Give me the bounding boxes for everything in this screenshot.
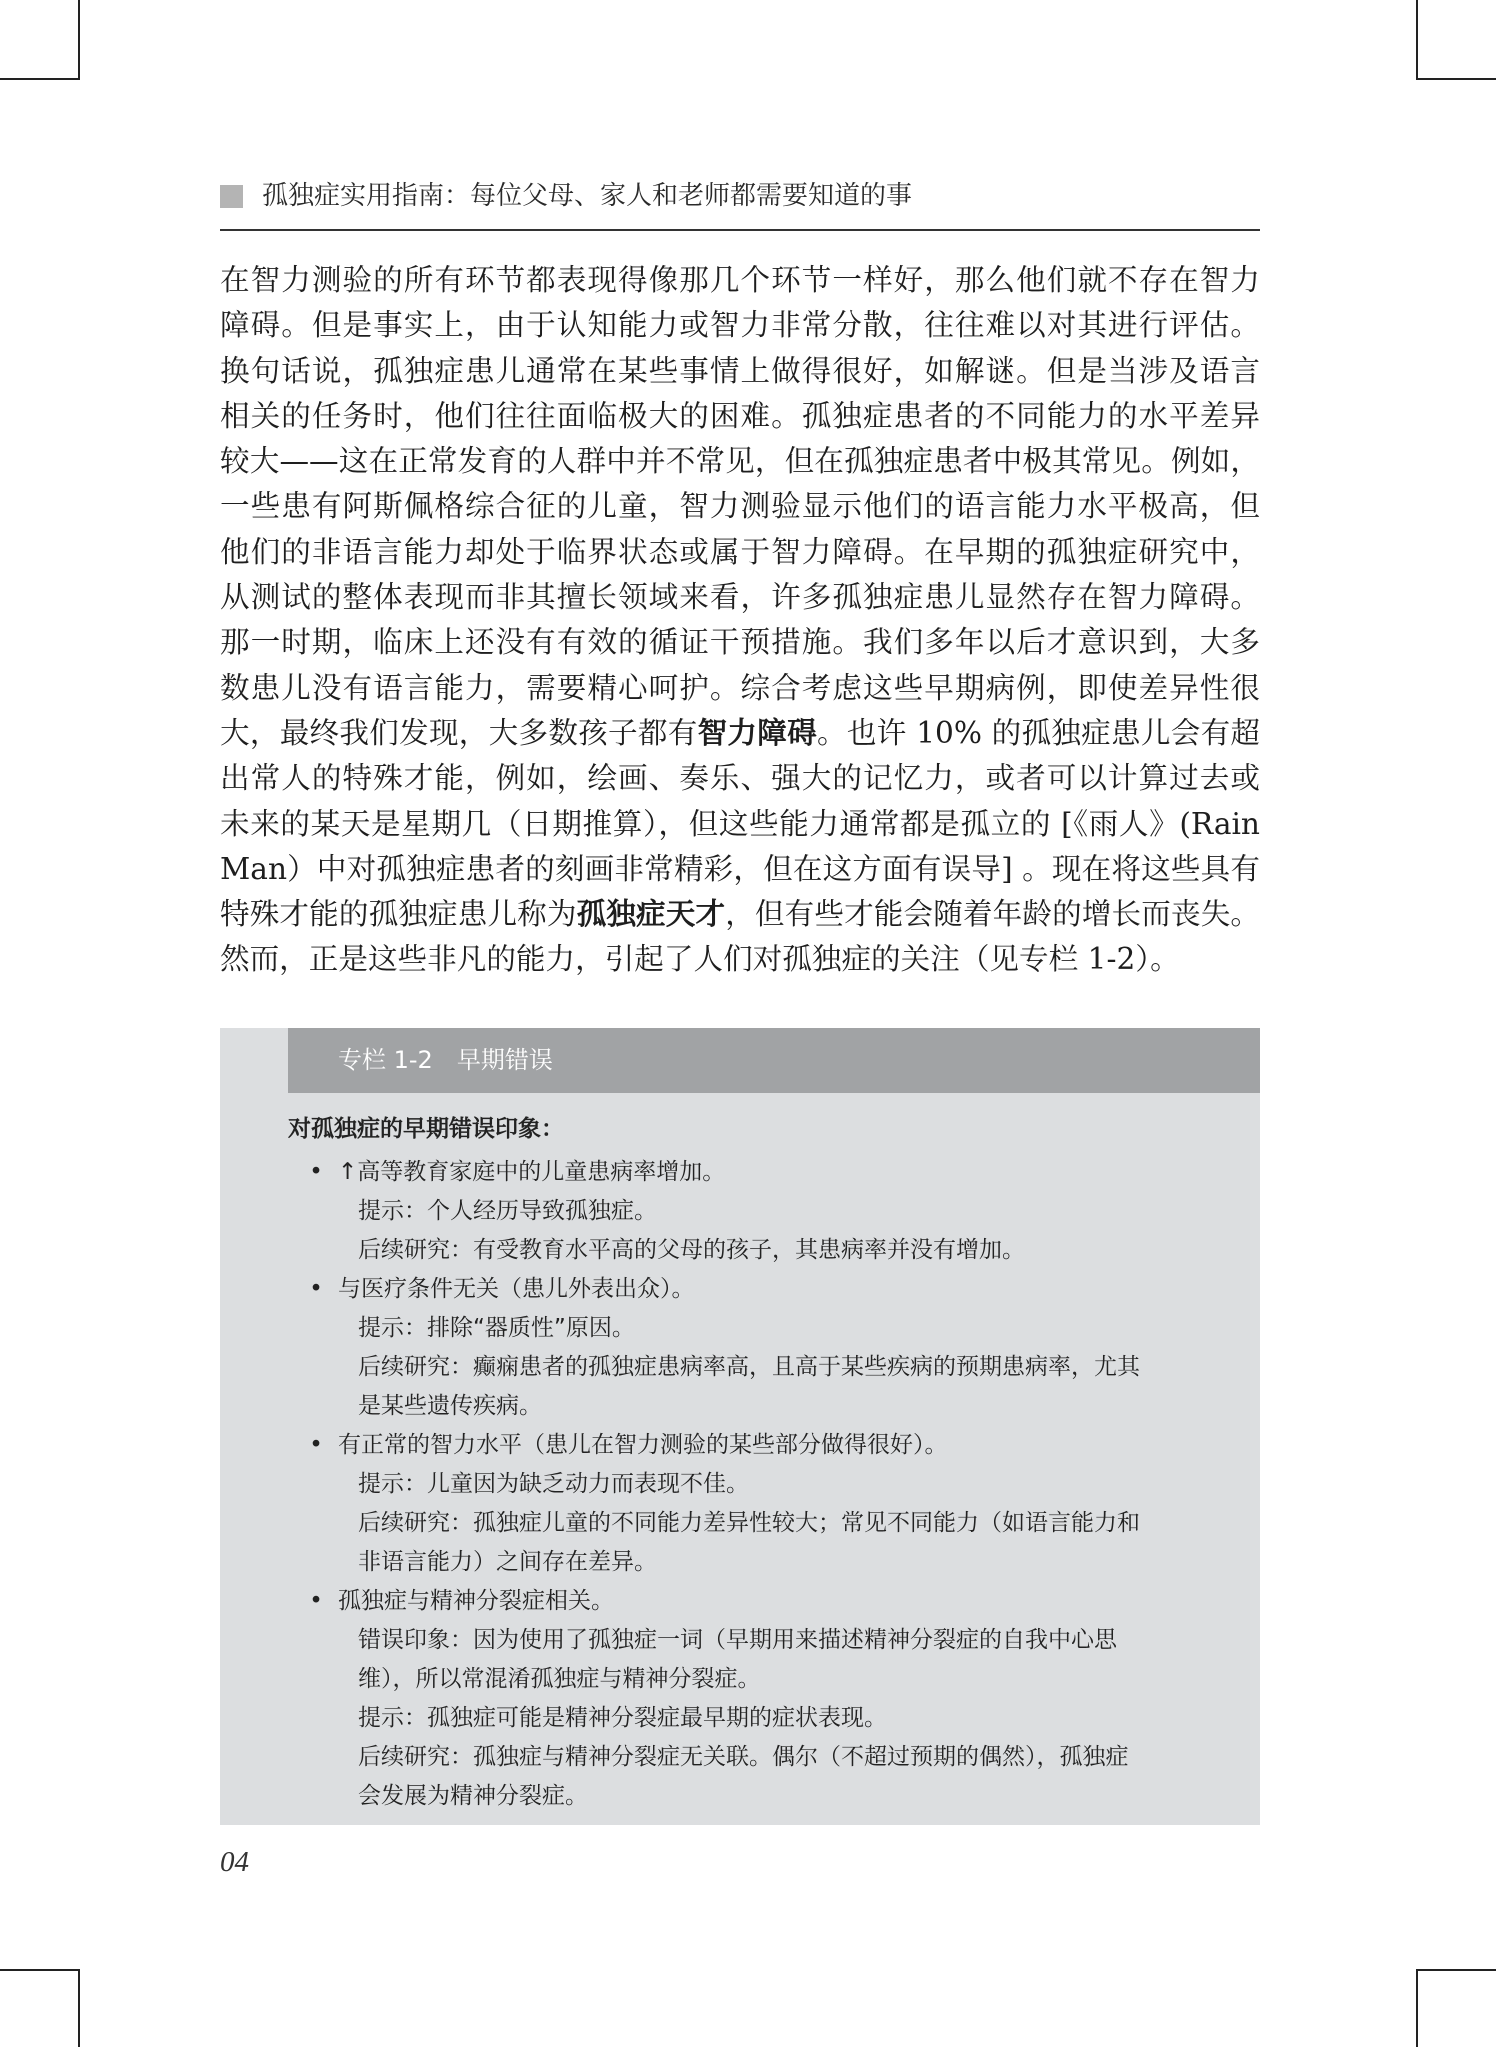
body-line xyxy=(220,892,1260,937)
header-marker-square xyxy=(220,185,243,208)
list-item xyxy=(306,1153,1206,1192)
list-item-detail: 会发展为精神分裂症。 xyxy=(358,1783,588,1809)
bullet-icon: • xyxy=(309,1159,323,1185)
page-number: 04 xyxy=(220,1846,249,1878)
body-paragraph xyxy=(220,258,1260,983)
crop-mark xyxy=(1416,78,1496,80)
body-line: 一些患有阿斯佩格综合征的儿童，智力测验显示他们的语言能力水平极高，但 xyxy=(220,489,1260,524)
body-text-run: ，但有些才能会随着年龄的增长而丧失。 xyxy=(725,897,1261,932)
list-item-text: 孤独症与精神分裂症相关。 xyxy=(338,1588,614,1614)
crop-mark xyxy=(0,78,80,80)
body-line: Man）中对孤独症患者的刻画非常精彩，但在这方面有误导] 。现在将这些具有 xyxy=(220,851,1260,886)
list-item-text: 与医疗条件无关（患儿外表出众）。 xyxy=(338,1276,695,1302)
body-line xyxy=(220,711,1260,756)
body-text-run: 大，最终我们发现，大多数孩子都有 xyxy=(220,715,698,750)
list-item-text: ↑高等教育家庭中的儿童患病率增加。 xyxy=(338,1159,726,1185)
body-text-run: 特殊才能的孤独症患儿称为 xyxy=(220,897,577,932)
book-title: 孤独症实用指南：每位父母、家人和老师都需要知道的事 xyxy=(262,181,913,211)
body-line: 那一时期，临床上还没有有效的循证干预措施。我们多年以后才意识到，大多 xyxy=(220,625,1260,660)
body-line: 他们的非语言能力却处于临界状态或属于智力障碍。在早期的孤独症研究中， xyxy=(220,534,1260,569)
list-item-detail: 是某些遗传疾病。 xyxy=(358,1393,542,1419)
header-rule xyxy=(220,229,1260,231)
list-item-detail: 非语言能力）之间存在差异。 xyxy=(358,1549,657,1575)
bullet-icon: • xyxy=(309,1276,323,1302)
body-line: 换句话说，孤独症患儿通常在某些事情上做得很好，如解谜。但是当涉及语言 xyxy=(220,353,1260,388)
list-item-text: 有正常的智力水平（患儿在智力测验的某些部分做得很好）。 xyxy=(338,1432,948,1458)
body-line: 从测试的整体表现而非其擅长领域来看，许多孤独症患儿显然存在智力障碍。 xyxy=(220,580,1260,615)
box-list xyxy=(306,1153,1206,1816)
bold-term-autistic-savant: 孤独症天才 xyxy=(576,897,726,932)
list-item-detail: 错误印象：因为使用了孤独症一词（早期用来描述精神分裂症的自我中心思 xyxy=(358,1627,1117,1653)
sidebar-box xyxy=(220,1028,1260,1825)
running-header xyxy=(220,176,1260,216)
list-item-detail: 提示：孤独症可能是精神分裂症最早期的症状表现。 xyxy=(358,1705,887,1731)
bullet-icon: • xyxy=(309,1588,323,1614)
list-item-detail: 提示：儿童因为缺乏动力而表现不佳。 xyxy=(358,1471,749,1497)
list-item-detail: 后续研究：癫痫患者的孤独症患病率高，且高于某些疾病的预期患病率，尤其 xyxy=(358,1354,1140,1380)
list-item-detail: 维），所以常混淆孤独症与精神分裂症。 xyxy=(358,1666,761,1692)
list-item-detail: 后续研究：有受教育水平高的父母的孩子，其患病率并没有增加。 xyxy=(358,1237,1025,1263)
list-item-detail: 后续研究：孤独症儿童的不同能力差异性较大；常见不同能力（如语言能力和 xyxy=(358,1510,1140,1536)
crop-mark xyxy=(1416,0,1418,78)
bullet-icon: • xyxy=(309,1432,323,1458)
bold-term-intellectual-disability: 智力障碍 xyxy=(697,715,817,750)
list-item-detail: 提示：个人经历导致孤独症。 xyxy=(358,1198,657,1224)
list-item xyxy=(306,1582,1206,1621)
body-text-run: 。也许 10% 的孤独症患儿会有超 xyxy=(816,715,1261,750)
list-item xyxy=(306,1270,1206,1309)
body-line: 在智力测验的所有环节都表现得像那几个环节一样好，那么他们就不存在智力 xyxy=(220,263,1260,297)
crop-mark xyxy=(0,1969,80,1971)
body-line: 较大——这在正常发育的人群中并不常见，但在孤独症患者中极其常见。例如， xyxy=(220,444,1260,479)
list-item-detail: 提示：排除“器质性”原因。 xyxy=(358,1315,635,1341)
body-line: 障碍。但是事实上，由于认知能力或智力非常分散，往往难以对其进行评估。 xyxy=(220,308,1260,343)
body-line: 然而，正是这些非凡的能力，引起了人们对孤独症的关注（见专栏 1-2）。 xyxy=(220,942,1180,977)
crop-mark xyxy=(1416,1969,1418,2047)
body-line: 相关的任务时，他们往往面临极大的困难。孤独症患者的不同能力的水平差异 xyxy=(220,398,1260,433)
crop-mark xyxy=(78,1969,80,2047)
body-line: 数患儿没有语言能力，需要精心呵护。综合考虑这些早期病例，即使差异性很 xyxy=(220,670,1260,705)
crop-mark xyxy=(78,0,80,78)
body-line: 未来的某天是星期几（日期推算），但这些能力通常都是孤立的 [《雨人》(Rain xyxy=(220,806,1260,841)
box-heading: 专栏 1-2 早期错误 xyxy=(338,1046,553,1074)
list-item xyxy=(306,1426,1206,1465)
body-line: 出常人的特殊才能，例如，绘画、奏乐、强大的记忆力，或者可以计算过去或 xyxy=(220,761,1260,796)
box-subheading: 对孤独症的早期错误印象： xyxy=(288,1116,564,1142)
list-item-detail: 后续研究：孤独症与精神分裂症无关联。偶尔（不超过预期的偶然），孤独症 xyxy=(358,1744,1129,1770)
crop-mark xyxy=(1416,1969,1496,1971)
box-header-bar xyxy=(288,1028,1260,1093)
